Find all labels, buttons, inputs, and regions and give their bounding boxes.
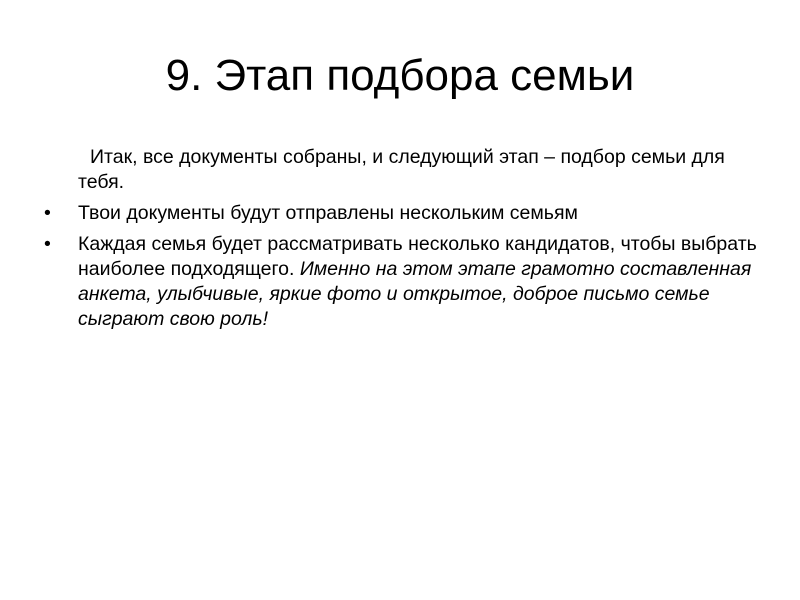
bullet-text: Твои документы будут отправлены нескольким семьям [78,202,578,224]
slide-title: 9. Этап подбора семьи [165,51,635,100]
intro-paragraph [42,145,757,195]
bullet-text: Каждая семья будет рассматривать несколько кандидатов, чтобы выбрать наиболее подходящего. [78,233,757,280]
bullet-marker: • [44,202,51,224]
bullet-item [42,232,757,332]
bullet-item [42,201,757,226]
intro-text: Итак, все документы собраны, и следующий этап – подбор семьи для тебя. [78,146,725,193]
slide-body [42,145,757,338]
bullet-emphasis: Именно на этом этапе грамотно составленная анкета, улыбчивые, яркие фото и открытое, доброе письмо семье сыграют свою роль! [78,258,752,330]
bullet-marker: • [44,233,51,255]
